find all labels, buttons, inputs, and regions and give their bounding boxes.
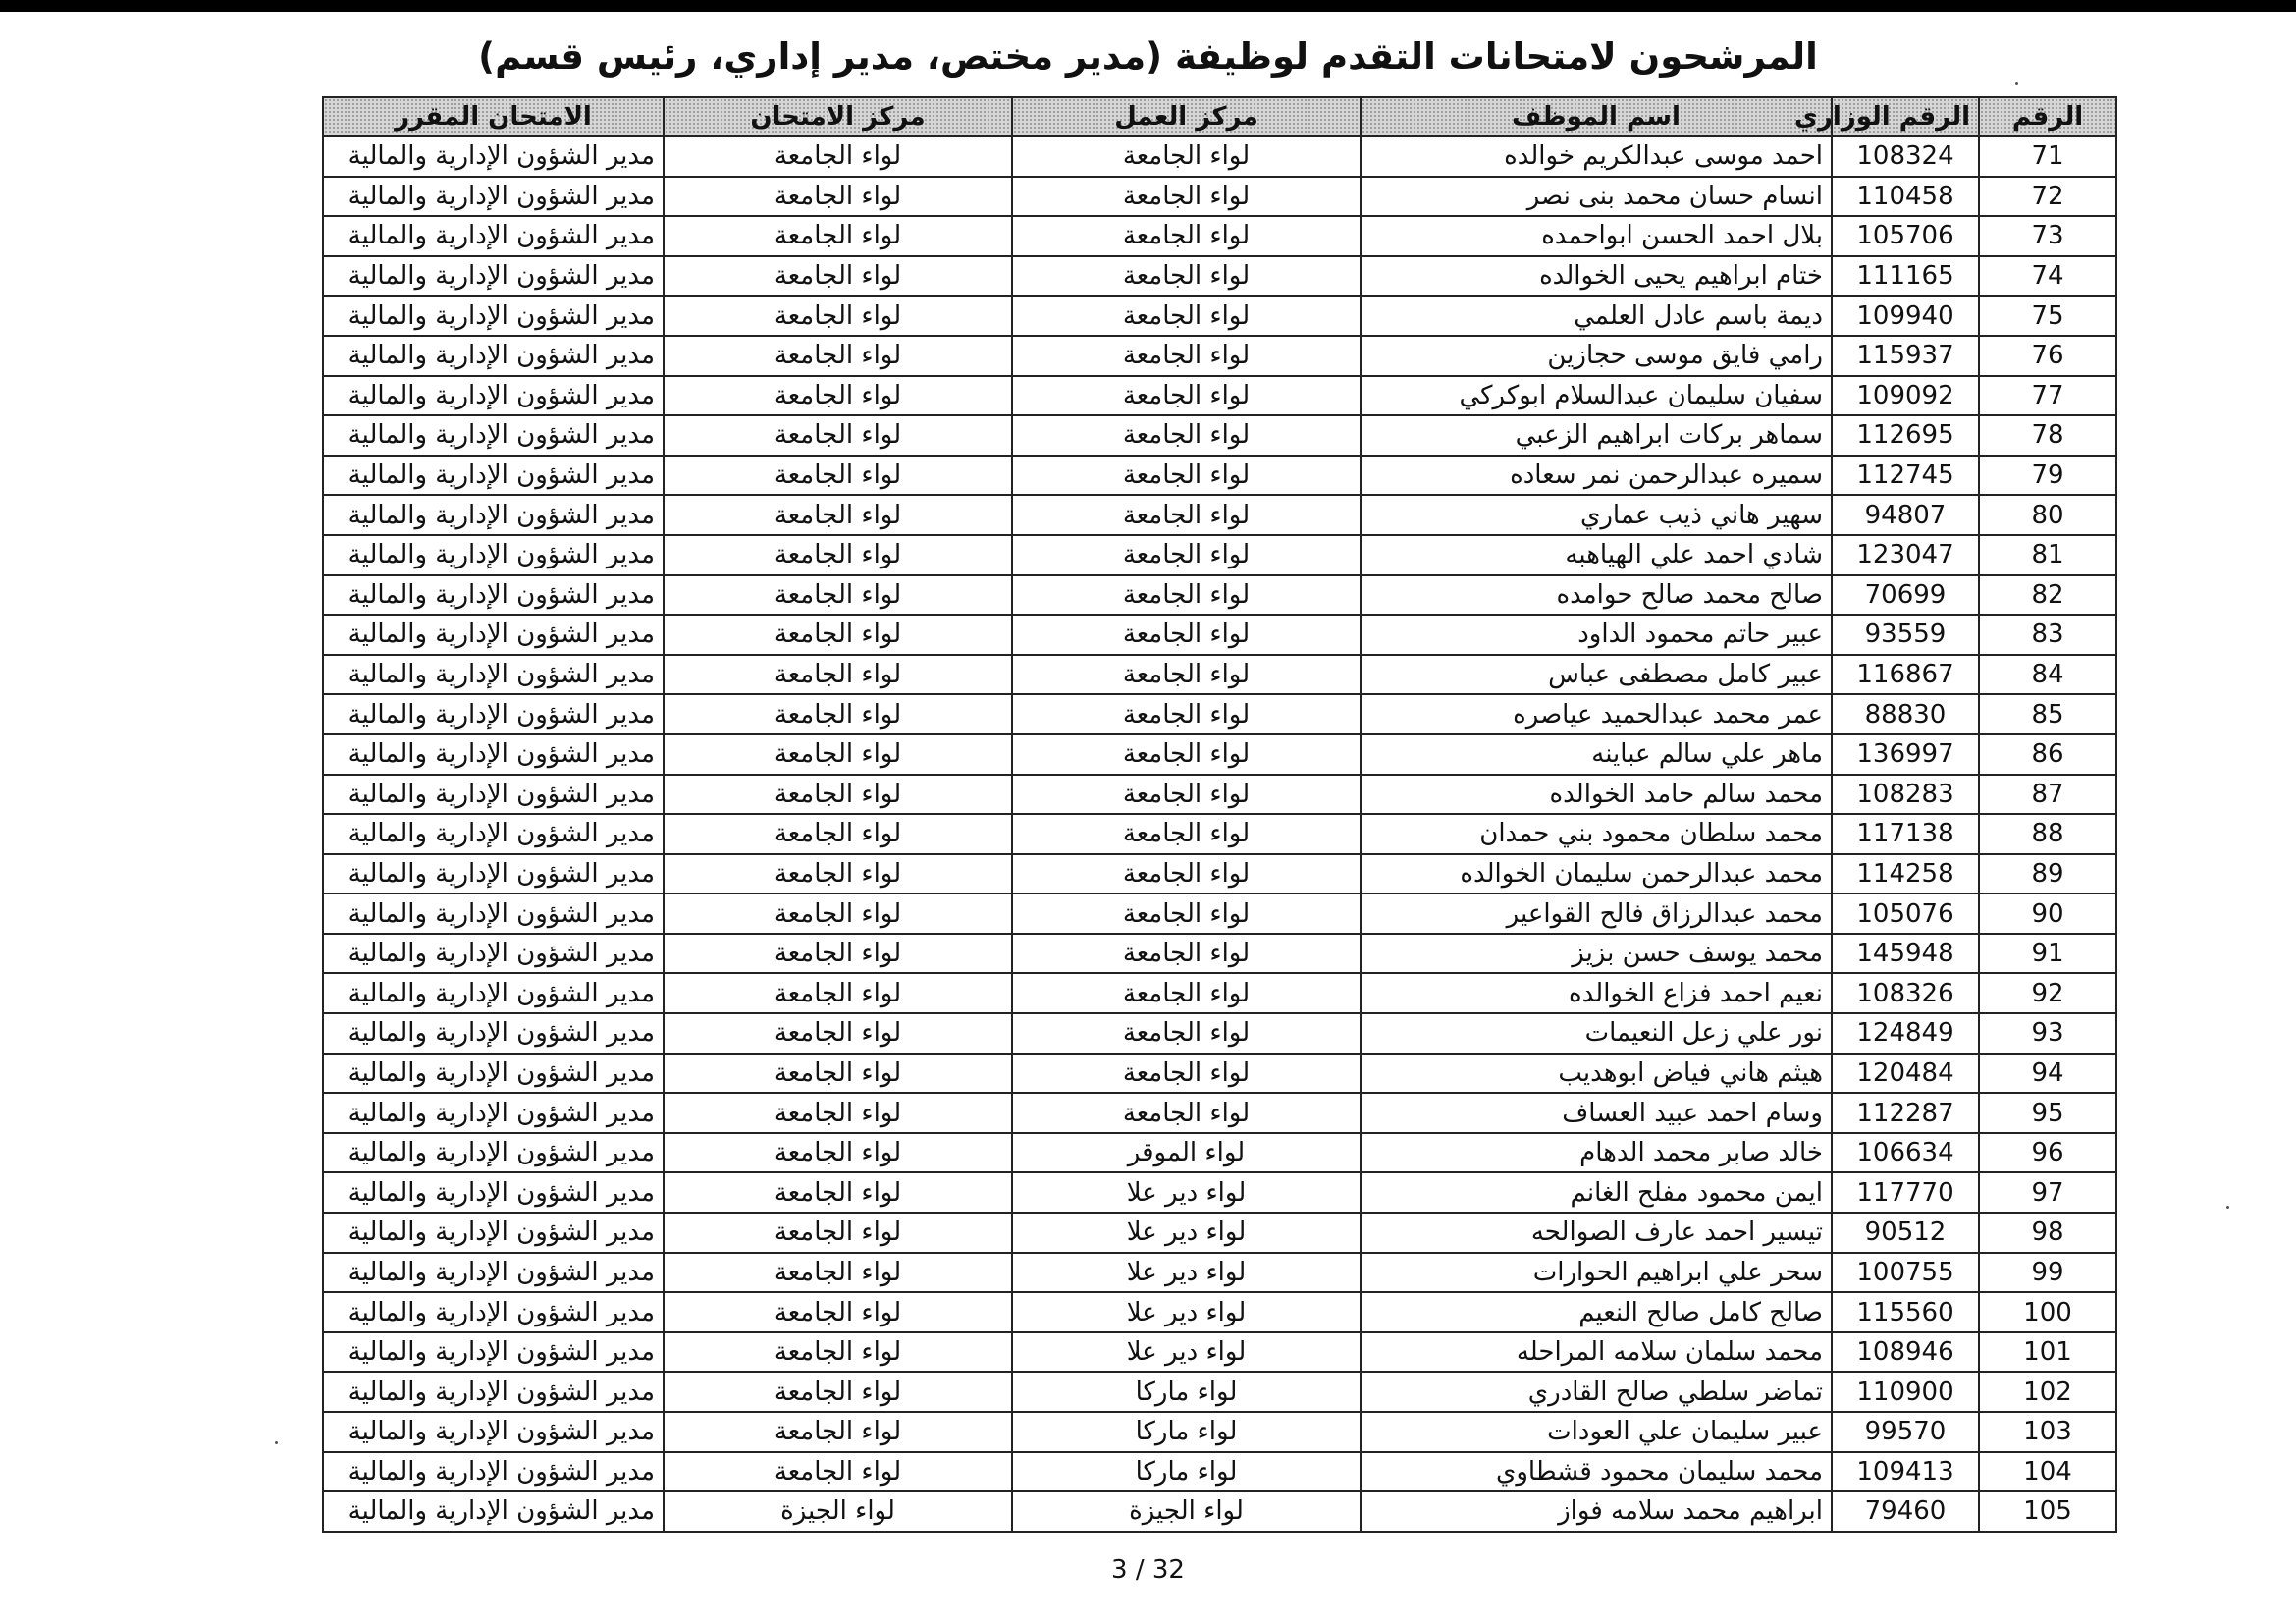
cell-employee-name: احمد موسى عبدالكريم خوالده xyxy=(1361,136,1832,177)
cell-serial: 85 xyxy=(1979,694,2116,734)
table-row xyxy=(323,376,2116,416)
cell-serial: 81 xyxy=(1979,535,2116,575)
cell-serial: 91 xyxy=(1979,934,2116,974)
cell-ministry-number: 105076 xyxy=(1832,893,1979,934)
table-row xyxy=(323,456,2116,496)
cell-work-center: لواء الجامعة xyxy=(1012,775,1361,815)
document-title: المرشحون لامتحانات التقدم لوظيفة (مدير مختص، مدير إداري، رئيس قسم) xyxy=(478,35,1818,78)
cell-ministry-number: 105706 xyxy=(1832,216,1979,256)
cell-serial: 87 xyxy=(1979,775,2116,815)
cell-serial: 76 xyxy=(1979,336,2116,376)
cell-employee-name: بلال احمد الحسن ابواحمده xyxy=(1361,216,1832,256)
cell-serial: 103 xyxy=(1979,1412,2116,1452)
cell-exam-center: لواء الجيزة xyxy=(664,1491,1012,1532)
header-employee-name: اسم الموظف xyxy=(1361,97,1832,136)
cell-exam-center: لواء الجامعة xyxy=(664,336,1012,376)
cell-exam-center: لواء الجامعة xyxy=(664,854,1012,894)
cell-serial: 75 xyxy=(1979,296,2116,336)
cell-exam-center: لواء الجامعة xyxy=(664,814,1012,854)
cell-scheduled-exam: مدير الشؤون الإدارية والمالية xyxy=(323,1412,664,1452)
cell-exam-center: لواء الجامعة xyxy=(664,376,1012,416)
cell-serial: 72 xyxy=(1979,177,2116,217)
cell-ministry-number: 94807 xyxy=(1832,495,1979,535)
cell-serial: 102 xyxy=(1979,1372,2116,1412)
cell-work-center: لواء الجامعة xyxy=(1012,1013,1361,1054)
cell-serial: 82 xyxy=(1979,575,2116,616)
table-row xyxy=(323,1491,2116,1532)
table-row xyxy=(323,1292,2116,1332)
cell-exam-center: لواء الجامعة xyxy=(664,177,1012,217)
cell-employee-name: سحر علي ابراهيم الحوارات xyxy=(1361,1253,1832,1293)
cell-employee-name: صالح محمد صالح حوامده xyxy=(1361,575,1832,616)
cell-employee-name: تماضر سلطي صالح القادري xyxy=(1361,1372,1832,1412)
cell-work-center: لواء الجامعة xyxy=(1012,216,1361,256)
cell-serial: 74 xyxy=(1979,256,2116,297)
cell-ministry-number: 116867 xyxy=(1832,655,1979,695)
cell-serial: 97 xyxy=(1979,1172,2116,1213)
table-row xyxy=(323,177,2116,217)
table-row xyxy=(323,216,2116,256)
cell-work-center: لواء الجامعة xyxy=(1012,177,1361,217)
cell-ministry-number: 136997 xyxy=(1832,734,1979,775)
table-row xyxy=(323,495,2116,535)
cell-exam-center: لواء الجامعة xyxy=(664,136,1012,177)
cell-serial: 92 xyxy=(1979,973,2116,1013)
cell-scheduled-exam: مدير الشؤون الإدارية والمالية xyxy=(323,854,664,894)
cell-work-center: لواء الجامعة xyxy=(1012,734,1361,775)
cell-work-center: لواء الجامعة xyxy=(1012,893,1361,934)
table-row xyxy=(323,973,2116,1013)
cell-exam-center: لواء الجامعة xyxy=(664,216,1012,256)
cell-scheduled-exam: مدير الشؤون الإدارية والمالية xyxy=(323,296,664,336)
cell-work-center: لواء دير علا xyxy=(1012,1172,1361,1213)
cell-exam-center: لواء الجامعة xyxy=(664,893,1012,934)
cell-serial: 101 xyxy=(1979,1332,2116,1373)
table-row xyxy=(323,694,2116,734)
table-row xyxy=(323,854,2116,894)
header-scheduled-exam: الامتحان المقرر xyxy=(323,97,664,136)
cell-serial: 78 xyxy=(1979,415,2116,456)
cell-employee-name: محمد عبدالرحمن سليمان الخوالده xyxy=(1361,854,1832,894)
cell-scheduled-exam: مدير الشؤون الإدارية والمالية xyxy=(323,177,664,217)
cell-serial: 73 xyxy=(1979,216,2116,256)
cell-work-center: لواء الجامعة xyxy=(1012,136,1361,177)
cell-serial: 86 xyxy=(1979,734,2116,775)
cell-employee-name: عمر محمد عبدالحميد عياصره xyxy=(1361,694,1832,734)
cell-employee-name: عبير كامل مصطفى عباس xyxy=(1361,655,1832,695)
cell-work-center: لواء الموقر xyxy=(1012,1133,1361,1173)
cell-work-center: لواء دير علا xyxy=(1012,1253,1361,1293)
cell-employee-name: ختام ابراهيم يحيى الخوالده xyxy=(1361,256,1832,297)
table-row xyxy=(323,1332,2116,1373)
cell-ministry-number: 112695 xyxy=(1832,415,1979,456)
cell-serial: 104 xyxy=(1979,1452,2116,1492)
table-row xyxy=(323,1452,2116,1492)
cell-scheduled-exam: مدير الشؤون الإدارية والمالية xyxy=(323,256,664,297)
cell-employee-name: سهير هاني ذيب عماري xyxy=(1361,495,1832,535)
cell-serial: 80 xyxy=(1979,495,2116,535)
cell-scheduled-exam: مدير الشؤون الإدارية والمالية xyxy=(323,1332,664,1373)
cell-work-center: لواء ماركا xyxy=(1012,1372,1361,1412)
cell-scheduled-exam: مدير الشؤون الإدارية والمالية xyxy=(323,1172,664,1213)
cell-employee-name: نور علي زعل النعيمات xyxy=(1361,1013,1832,1054)
cell-work-center: لواء الجامعة xyxy=(1012,1093,1361,1133)
cell-exam-center: لواء الجامعة xyxy=(664,1253,1012,1293)
cell-exam-center: لواء الجامعة xyxy=(664,256,1012,297)
table-row xyxy=(323,1013,2116,1054)
cell-ministry-number: 124849 xyxy=(1832,1013,1979,1054)
cell-scheduled-exam: مدير الشؤون الإدارية والمالية xyxy=(323,575,664,616)
cell-scheduled-exam: مدير الشؤون الإدارية والمالية xyxy=(323,1292,664,1332)
cell-scheduled-exam: مدير الشؤون الإدارية والمالية xyxy=(323,1013,664,1054)
table-row xyxy=(323,1172,2116,1213)
table-row xyxy=(323,1412,2116,1452)
cell-work-center: لواء الجيزة xyxy=(1012,1491,1361,1532)
cell-work-center: لواء الجامعة xyxy=(1012,1054,1361,1094)
page-indicator: 3 / 32 xyxy=(1111,1555,1185,1585)
cell-ministry-number: 99570 xyxy=(1832,1412,1979,1452)
table-row xyxy=(323,336,2116,376)
cell-ministry-number: 108283 xyxy=(1832,775,1979,815)
cell-exam-center: لواء الجامعة xyxy=(664,1332,1012,1373)
cell-ministry-number: 90512 xyxy=(1832,1213,1979,1253)
cell-scheduled-exam: مدير الشؤون الإدارية والمالية xyxy=(323,376,664,416)
cell-scheduled-exam: مدير الشؤون الإدارية والمالية xyxy=(323,136,664,177)
cell-scheduled-exam: مدير الشؤون الإدارية والمالية xyxy=(323,535,664,575)
cell-scheduled-exam: مدير الشؤون الإدارية والمالية xyxy=(323,1491,664,1532)
table-row xyxy=(323,136,2116,177)
cell-serial: 95 xyxy=(1979,1093,2116,1133)
cell-work-center: لواء الجامعة xyxy=(1012,336,1361,376)
cell-scheduled-exam: مدير الشؤون الإدارية والمالية xyxy=(323,1054,664,1094)
cell-employee-name: محمد سليمان محمود قشطاوي xyxy=(1361,1452,1832,1492)
cell-exam-center: لواء الجامعة xyxy=(664,535,1012,575)
cell-serial: 94 xyxy=(1979,1054,2116,1094)
table-row xyxy=(323,256,2116,297)
cell-serial: 83 xyxy=(1979,615,2116,655)
cell-scheduled-exam: مدير الشؤون الإدارية والمالية xyxy=(323,415,664,456)
cell-scheduled-exam: مدير الشؤون الإدارية والمالية xyxy=(323,1133,664,1173)
cell-serial: 79 xyxy=(1979,456,2116,496)
cell-work-center: لواء دير علا xyxy=(1012,1292,1361,1332)
cell-ministry-number: 108324 xyxy=(1832,136,1979,177)
cell-ministry-number: 114258 xyxy=(1832,854,1979,894)
table-row xyxy=(323,1093,2116,1133)
table-row xyxy=(323,615,2116,655)
cell-scheduled-exam: مدير الشؤون الإدارية والمالية xyxy=(323,934,664,974)
table-row xyxy=(323,575,2116,616)
cell-scheduled-exam: مدير الشؤون الإدارية والمالية xyxy=(323,336,664,376)
cell-employee-name: تيسير احمد عارف الصوالحه xyxy=(1361,1213,1832,1253)
cell-exam-center: لواء الجامعة xyxy=(664,1412,1012,1452)
cell-employee-name: وسام احمد عبيد العساف xyxy=(1361,1093,1832,1133)
cell-serial: 84 xyxy=(1979,655,2116,695)
cell-scheduled-exam: مدير الشؤون الإدارية والمالية xyxy=(323,734,664,775)
table-row xyxy=(323,1213,2116,1253)
cell-ministry-number: 109940 xyxy=(1832,296,1979,336)
cell-exam-center: لواء الجامعة xyxy=(664,655,1012,695)
cell-employee-name: ديمة باسم عادل العلمي xyxy=(1361,296,1832,336)
cell-employee-name: شادي احمد علي الهياهبه xyxy=(1361,535,1832,575)
cell-scheduled-exam: مدير الشؤون الإدارية والمالية xyxy=(323,456,664,496)
cell-exam-center: لواء الجامعة xyxy=(664,734,1012,775)
cell-work-center: لواء الجامعة xyxy=(1012,535,1361,575)
cell-work-center: لواء الجامعة xyxy=(1012,694,1361,734)
cell-scheduled-exam: مدير الشؤون الإدارية والمالية xyxy=(323,1372,664,1412)
cell-serial: 100 xyxy=(1979,1292,2116,1332)
table-row xyxy=(323,734,2116,775)
cell-work-center: لواء ماركا xyxy=(1012,1452,1361,1492)
cell-ministry-number: 115560 xyxy=(1832,1292,1979,1332)
cell-work-center: لواء الجامعة xyxy=(1012,854,1361,894)
cell-employee-name: هيثم هاني فياض ابوهديب xyxy=(1361,1054,1832,1094)
cell-scheduled-exam: مدير الشؤون الإدارية والمالية xyxy=(323,655,664,695)
cell-exam-center: لواء الجامعة xyxy=(664,694,1012,734)
cell-exam-center: لواء الجامعة xyxy=(664,296,1012,336)
table-row xyxy=(323,1372,2116,1412)
cell-exam-center: لواء الجامعة xyxy=(664,934,1012,974)
cell-work-center: لواء الجامعة xyxy=(1012,415,1361,456)
cell-exam-center: لواء الجامعة xyxy=(664,1172,1012,1213)
cell-scheduled-exam: مدير الشؤون الإدارية والمالية xyxy=(323,1213,664,1253)
cell-scheduled-exam: مدير الشؤون الإدارية والمالية xyxy=(323,694,664,734)
table-row xyxy=(323,415,2116,456)
cell-serial: 93 xyxy=(1979,1013,2116,1054)
cell-serial: 88 xyxy=(1979,814,2116,854)
cell-employee-name: ابراهيم محمد سلامه فواز xyxy=(1361,1491,1832,1532)
table-row xyxy=(323,893,2116,934)
table-row xyxy=(323,814,2116,854)
table-header-row xyxy=(323,97,2116,136)
cell-employee-name: انسام حسان محمد بنى نصر xyxy=(1361,177,1832,217)
cell-work-center: لواء الجامعة xyxy=(1012,296,1361,336)
cell-exam-center: لواء الجامعة xyxy=(664,1093,1012,1133)
cell-exam-center: لواء الجامعة xyxy=(664,1213,1012,1253)
cell-employee-name: سماهر بركات ابراهيم الزعبي xyxy=(1361,415,1832,456)
table-row xyxy=(323,775,2116,815)
cell-exam-center: لواء الجامعة xyxy=(664,1054,1012,1094)
cell-scheduled-exam: مدير الشؤون الإدارية والمالية xyxy=(323,615,664,655)
cell-ministry-number: 120484 xyxy=(1832,1054,1979,1094)
scan-speck xyxy=(2226,1206,2229,1209)
cell-ministry-number: 110900 xyxy=(1832,1372,1979,1412)
candidates-table xyxy=(322,96,2117,1533)
header-work-center: مركز العمل xyxy=(1012,97,1361,136)
cell-work-center: لواء دير علا xyxy=(1012,1213,1361,1253)
cell-work-center: لواء دير علا xyxy=(1012,1332,1361,1373)
cell-serial: 96 xyxy=(1979,1133,2116,1173)
cell-work-center: لواء الجامعة xyxy=(1012,575,1361,616)
cell-ministry-number: 110458 xyxy=(1832,177,1979,217)
cell-ministry-number: 108946 xyxy=(1832,1332,1979,1373)
cell-exam-center: لواء الجامعة xyxy=(664,575,1012,616)
cell-ministry-number: 100755 xyxy=(1832,1253,1979,1293)
cell-scheduled-exam: مدير الشؤون الإدارية والمالية xyxy=(323,893,664,934)
cell-ministry-number: 79460 xyxy=(1832,1491,1979,1532)
cell-exam-center: لواء الجامعة xyxy=(664,415,1012,456)
table-row xyxy=(323,1253,2116,1293)
cell-work-center: لواء الجامعة xyxy=(1012,456,1361,496)
cell-scheduled-exam: مدير الشؤون الإدارية والمالية xyxy=(323,775,664,815)
cell-ministry-number: 106634 xyxy=(1832,1133,1979,1173)
cell-serial: 99 xyxy=(1979,1253,2116,1293)
cell-scheduled-exam: مدير الشؤون الإدارية والمالية xyxy=(323,1093,664,1133)
cell-work-center: لواء الجامعة xyxy=(1012,615,1361,655)
cell-scheduled-exam: مدير الشؤون الإدارية والمالية xyxy=(323,1253,664,1293)
cell-employee-name: ايمن محمود مفلح الغانم xyxy=(1361,1172,1832,1213)
cell-exam-center: لواء الجامعة xyxy=(664,456,1012,496)
cell-scheduled-exam: مدير الشؤون الإدارية والمالية xyxy=(323,216,664,256)
cell-ministry-number: 117138 xyxy=(1832,814,1979,854)
cell-serial: 71 xyxy=(1979,136,2116,177)
cell-serial: 105 xyxy=(1979,1491,2116,1532)
cell-exam-center: لواء الجامعة xyxy=(664,1452,1012,1492)
cell-ministry-number: 108326 xyxy=(1832,973,1979,1013)
cell-ministry-number: 70699 xyxy=(1832,575,1979,616)
cell-employee-name: محمد سالم حامد الخوالده xyxy=(1361,775,1832,815)
cell-ministry-number: 88830 xyxy=(1832,694,1979,734)
cell-ministry-number: 109413 xyxy=(1832,1452,1979,1492)
cell-ministry-number: 93559 xyxy=(1832,615,1979,655)
cell-ministry-number: 123047 xyxy=(1832,535,1979,575)
cell-employee-name: ماهر علي سالم عباينه xyxy=(1361,734,1832,775)
cell-serial: 77 xyxy=(1979,376,2116,416)
cell-ministry-number: 145948 xyxy=(1832,934,1979,974)
cell-work-center: لواء الجامعة xyxy=(1012,655,1361,695)
cell-employee-name: خالد صابر محمد الدهام xyxy=(1361,1133,1832,1173)
cell-work-center: لواء ماركا xyxy=(1012,1412,1361,1452)
header-exam-center: مركز الامتحان xyxy=(664,97,1012,136)
cell-employee-name: سميره عبدالرحمن نمر سعاده xyxy=(1361,456,1832,496)
cell-employee-name: محمد يوسف حسن بزيز xyxy=(1361,934,1832,974)
cell-ministry-number: 111165 xyxy=(1832,256,1979,297)
table-row xyxy=(323,934,2116,974)
scan-top-edge xyxy=(0,0,2296,12)
cell-ministry-number: 109092 xyxy=(1832,376,1979,416)
cell-work-center: لواء الجامعة xyxy=(1012,376,1361,416)
cell-scheduled-exam: مدير الشؤون الإدارية والمالية xyxy=(323,495,664,535)
header-ministry-number: الرقم الوزاري xyxy=(1832,97,1979,136)
cell-work-center: لواء الجامعة xyxy=(1012,934,1361,974)
table-row xyxy=(323,1054,2116,1094)
cell-exam-center: لواء الجامعة xyxy=(664,1133,1012,1173)
table-row xyxy=(323,655,2116,695)
cell-ministry-number: 117770 xyxy=(1832,1172,1979,1213)
cell-employee-name: صالح كامل صالح النعيم xyxy=(1361,1292,1832,1332)
table-row xyxy=(323,1133,2116,1173)
cell-exam-center: لواء الجامعة xyxy=(664,615,1012,655)
cell-employee-name: سفيان سليمان عبدالسلام ابوكركي xyxy=(1361,376,1832,416)
scan-speck xyxy=(2015,82,2018,85)
cell-employee-name: نعيم احمد فزاع الخوالده xyxy=(1361,973,1832,1013)
table-row xyxy=(323,296,2116,336)
cell-ministry-number: 112745 xyxy=(1832,456,1979,496)
cell-exam-center: لواء الجامعة xyxy=(664,973,1012,1013)
cell-exam-center: لواء الجامعة xyxy=(664,1372,1012,1412)
cell-scheduled-exam: مدير الشؤون الإدارية والمالية xyxy=(323,814,664,854)
cell-scheduled-exam: مدير الشؤون الإدارية والمالية xyxy=(323,1452,664,1492)
cell-ministry-number: 115937 xyxy=(1832,336,1979,376)
scan-speck xyxy=(275,1441,278,1444)
cell-employee-name: عبير حاتم محمود الداود xyxy=(1361,615,1832,655)
table-row xyxy=(323,535,2116,575)
cell-exam-center: لواء الجامعة xyxy=(664,1013,1012,1054)
cell-serial: 89 xyxy=(1979,854,2116,894)
cell-exam-center: لواء الجامعة xyxy=(664,495,1012,535)
cell-ministry-number: 112287 xyxy=(1832,1093,1979,1133)
cell-exam-center: لواء الجامعة xyxy=(664,1292,1012,1332)
cell-exam-center: لواء الجامعة xyxy=(664,775,1012,815)
cell-employee-name: محمد سلمان سلامه المراحله xyxy=(1361,1332,1832,1373)
cell-serial: 98 xyxy=(1979,1213,2116,1253)
cell-work-center: لواء الجامعة xyxy=(1012,495,1361,535)
cell-employee-name: رامي فايق موسى حجازين xyxy=(1361,336,1832,376)
cell-serial: 90 xyxy=(1979,893,2116,934)
cell-employee-name: عبير سليمان علي العودات xyxy=(1361,1412,1832,1452)
cell-employee-name: محمد سلطان محمود بني حمدان xyxy=(1361,814,1832,854)
header-serial: الرقم xyxy=(1979,97,2116,136)
cell-scheduled-exam: مدير الشؤون الإدارية والمالية xyxy=(323,973,664,1013)
cell-work-center: لواء الجامعة xyxy=(1012,256,1361,297)
cell-work-center: لواء الجامعة xyxy=(1012,973,1361,1013)
cell-employee-name: محمد عبدالرزاق فالح القواعير xyxy=(1361,893,1832,934)
cell-work-center: لواء الجامعة xyxy=(1012,814,1361,854)
